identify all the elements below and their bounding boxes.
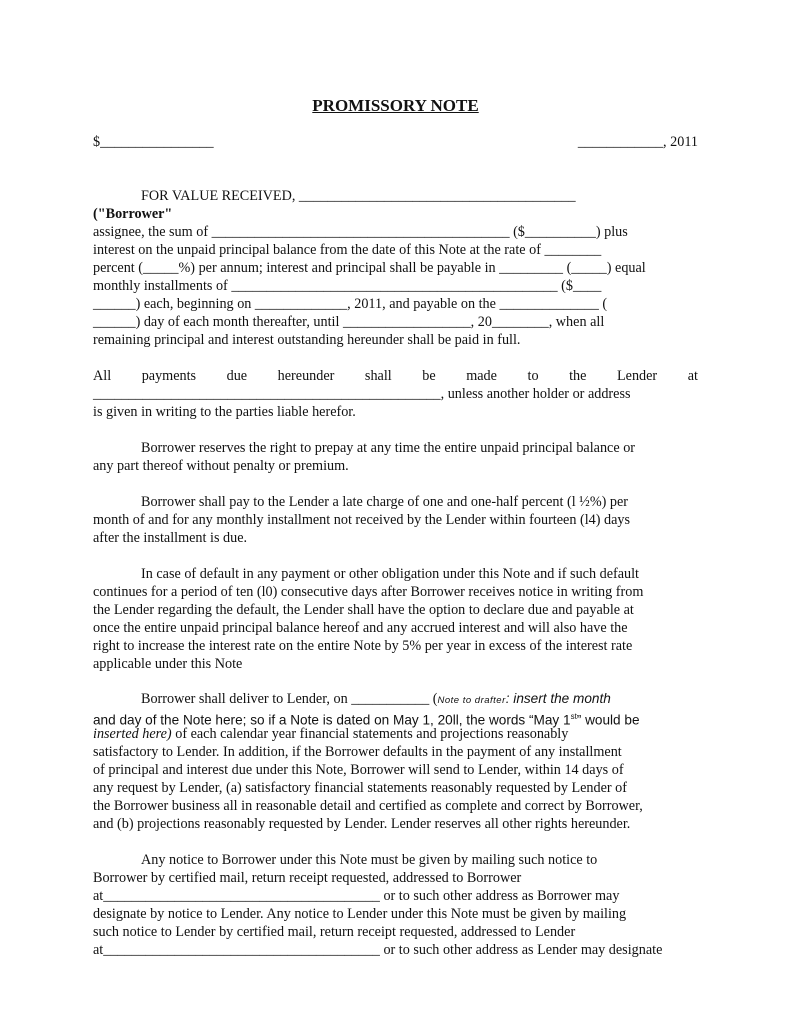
amount-line: $________________ [93, 134, 214, 150]
para1-line4: interest on the unpaid principal balance from the date of this Note at the rate of ________ [93, 242, 602, 258]
para1-line2: ("Borrower" [93, 206, 173, 222]
para5-line1: In case of default in any payment or other obligation under this Note and if such default [141, 566, 639, 582]
date-line: ____________, 2011 [577, 134, 698, 150]
para6-line6: any request by Lender, (a) satisfactory financial statements reasonably requested by Lender of [93, 780, 628, 796]
para1-line9: remaining principal and interest outstanding hereunder shall be paid in full. [93, 332, 521, 348]
para6-line5: of principal and interest due under this Note, Borrower will send to Lender, within 14 days of [93, 762, 624, 778]
para6-line3-rest: of each calendar year financial statements and projections reasonably [171, 726, 569, 742]
para1-line1: FOR VALUE RECEIVED, _______________________________________ [141, 188, 576, 204]
document-title: PROMISSORY NOTE [312, 96, 479, 115]
para1-line8: ______) day of each month thereafter, until __________________, 20________, when all [93, 314, 605, 330]
word: payments [141, 368, 197, 384]
drafter-note-text: : insert the month [505, 691, 611, 706]
word: shall [364, 368, 392, 384]
para6-line1-start: Borrower shall deliver to Lender, on ___________ ( [141, 691, 438, 707]
para5-line5: right to increase the interest rate on the entire Note by 5% per year in excess of the interest rate [93, 638, 633, 654]
para5-line3: the Lender regarding the default, the Lender shall have the option to declare due and payable at [93, 602, 634, 618]
para7-line6: at_______________________________________ or to such other address as Lender may designate [93, 942, 663, 958]
para2-line3: is given in writing to the parties liable herefor. [93, 404, 356, 420]
para1-line7: ______) each, beginning on _____________, 2011, and payable on the ______________ ( [93, 296, 608, 312]
para4-line3: after the installment is due. [93, 530, 248, 546]
para6-line3 [93, 726, 568, 744]
para7-line3: at_______________________________________ or to such other address as Borrower may [93, 888, 620, 904]
para5-line4: once the entire unpaid principal balance hereof and any accrued interest and will also have the [93, 620, 628, 636]
para6-line3-italic: inserted here) [93, 726, 172, 742]
word: at [687, 368, 698, 384]
word: Lender [616, 368, 658, 384]
para4-line2: month of and for any monthly installment not received by the Lender within fourteen (l4) days [93, 512, 631, 528]
para5-line2: continues for a period of ten (l0) consecutive days after Borrower receives notice in writing from [93, 584, 644, 600]
word: All [93, 368, 112, 384]
word: the [569, 368, 587, 384]
para7-line1: Any notice to Borrower under this Note must be given by mailing such notice to [141, 852, 598, 868]
word: be [422, 368, 436, 384]
para6-line2-end: ” would be [576, 712, 640, 728]
word: due [226, 368, 248, 384]
para6-line7: the Borrower business all in reasonable detail and certified as complete and correct by Borrower, [93, 798, 643, 814]
para7-line2: Borrower by certified mail, return receipt requested, addressed to Borrower [93, 870, 522, 886]
para1-line6: monthly installments of ______________________________________________ ($____ [93, 278, 602, 294]
para5-line6: applicable under this Note [93, 656, 243, 672]
para2-line1 [93, 368, 698, 386]
para2-line2: _________________________________________________, unless another holder or address [93, 386, 631, 402]
para7-line4: designate by notice to Lender. Any notice to Lender under this Note must be given by mailing [93, 906, 627, 922]
word: to [527, 368, 539, 384]
para6-line2-start: and day of the Note here; so if a Note is dated on May 1, 20ll, the words “May 1 [93, 712, 571, 728]
para3-line2: any part thereof without penalty or premium. [93, 458, 349, 474]
word: hereunder [277, 368, 335, 384]
para4-line1: Borrower shall pay to the Lender a late charge of one and one-half percent (l ½%) per [141, 494, 629, 510]
para6-line1 [141, 690, 611, 710]
ordinal-suffix: st [570, 712, 577, 721]
para7-line5: such notice to Lender by certified mail, return receipt requested, addressed to Lender [93, 924, 576, 940]
para3-line1: Borrower reserves the right to prepay at any time the entire unpaid principal balance or [141, 440, 636, 456]
para6-line8: and (b) projections reasonably requested by Lender. Lender reserves all other rights hereunder. [93, 816, 631, 832]
word: made [466, 368, 497, 384]
para6-line4: satisfactory to Lender. In addition, if the Borrower defaults in the payment of any installment [93, 744, 622, 760]
para1-line5: percent (_____%) per annum; interest and principal shall be payable in _________ (_____) equal [93, 260, 646, 276]
drafter-note-label: Note to drafter [437, 695, 506, 706]
para1-line3: assignee, the sum of __________________________________________ ($__________) plus [93, 224, 628, 240]
